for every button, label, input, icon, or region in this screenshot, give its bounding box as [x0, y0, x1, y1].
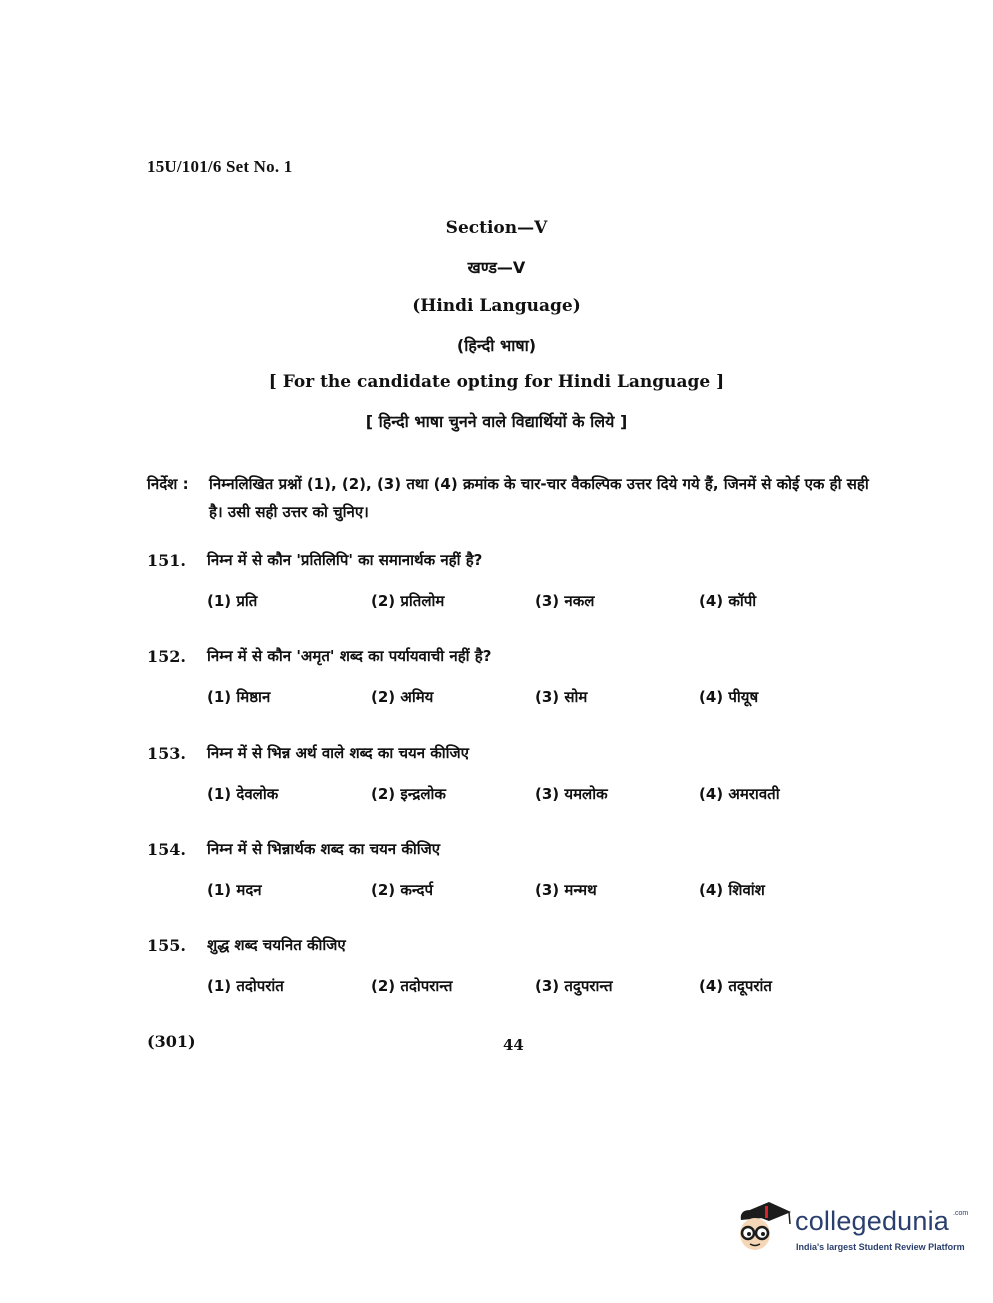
opting-note-hi: [ हिन्दी भाषा चुनने वाले विद्यार्थियों के लिये ] — [365, 412, 628, 431]
section-title-en: Section—V — [445, 218, 548, 238]
logo-wordmark: collegedunia — [795, 1206, 950, 1236]
question-154 — [147, 836, 887, 910]
option-4: (4) शिवांश — [699, 881, 765, 899]
option-3: (3) यमलोक — [535, 785, 608, 803]
options-list — [147, 784, 887, 814]
option-2: (2) कन्दर्प — [371, 881, 434, 899]
option-1: (1) देवलोक — [207, 785, 279, 803]
logo-dotcom: .com — [953, 1210, 969, 1217]
option-3: (3) तदुपरान्त — [535, 977, 613, 995]
page-number: 44 — [503, 1036, 524, 1054]
options-list — [147, 976, 887, 1006]
option-2: (2) तदोपरान्त — [371, 977, 453, 995]
instructions — [147, 470, 887, 526]
option-3: (3) मन्मथ — [535, 881, 597, 899]
question-153 — [147, 740, 887, 814]
question-number: 151. — [147, 550, 186, 570]
instructions-text: निम्नलिखित प्रश्नों (1), (2), (3) तथा (4) क्रमांक के चार-चार वैकल्पिक उत्तर दिये गये हैं, जिनमें से कोई एक ही सही है। उसी सही उत्तर को चुनिए। — [209, 475, 869, 521]
question-number: 152. — [147, 646, 186, 666]
language-title-hi: (हिन्दी भाषा) — [456, 336, 537, 355]
option-3: (3) नकल — [535, 592, 595, 610]
option-4: (4) अमरावती — [699, 785, 780, 803]
question-text: शुद्ध शब्द चयनित कीजिए — [207, 936, 346, 954]
instructions-label: निर्देश : — [147, 475, 189, 493]
paper-code: 15U/101/6 Set No. 1 — [147, 157, 293, 176]
options-list — [147, 591, 887, 621]
opting-note-en: [ For the candidate opting for Hindi Language ] — [268, 372, 725, 392]
question-text: निम्न में से भिन्न अर्थ वाले शब्द का चयन कीजिए — [207, 744, 469, 762]
question-152 — [147, 643, 887, 717]
options-list — [147, 880, 887, 910]
question-text: निम्न में से कौन 'अमृत' शब्द का पर्यायवाची नहीं है? — [207, 647, 492, 665]
option-2: (2) प्रतिलोम — [371, 592, 445, 610]
option-4: (4) कॉपी — [699, 592, 757, 610]
collegedunia-logo[interactable] — [735, 1196, 969, 1260]
question-number: 155. — [147, 935, 186, 955]
question-text: निम्न में से भिन्नार्थक शब्द का चयन कीजिए — [207, 840, 441, 858]
question-number: 153. — [147, 743, 186, 763]
student-mascot-icon — [735, 1196, 793, 1256]
option-3: (3) सोम — [535, 688, 588, 706]
language-title-en: (Hindi Language) — [412, 296, 581, 316]
option-1: (1) मदन — [207, 881, 262, 899]
option-1: (1) मिष्ठान — [207, 688, 271, 706]
question-151 — [147, 547, 887, 621]
option-4: (4) तदूपरांत — [699, 977, 772, 995]
question-text: निम्न में से कौन 'प्रतिलिपि' का समानार्थक नहीं है? — [207, 551, 483, 569]
question-155 — [147, 932, 887, 1006]
option-2: (2) इन्द्रलोक — [371, 785, 446, 803]
section-title-hi: खण्ड—V — [467, 258, 526, 277]
logo-tagline: India's largest Student Review Platform — [796, 1242, 965, 1252]
option-1: (1) तदोपरांत — [207, 977, 284, 995]
option-4: (4) पीयूष — [699, 688, 759, 706]
option-2: (2) अमिय — [371, 688, 434, 706]
option-1: (1) प्रति — [207, 592, 258, 610]
options-list — [147, 687, 887, 717]
footer-code: (301) — [147, 1032, 196, 1051]
question-number: 154. — [147, 839, 186, 859]
